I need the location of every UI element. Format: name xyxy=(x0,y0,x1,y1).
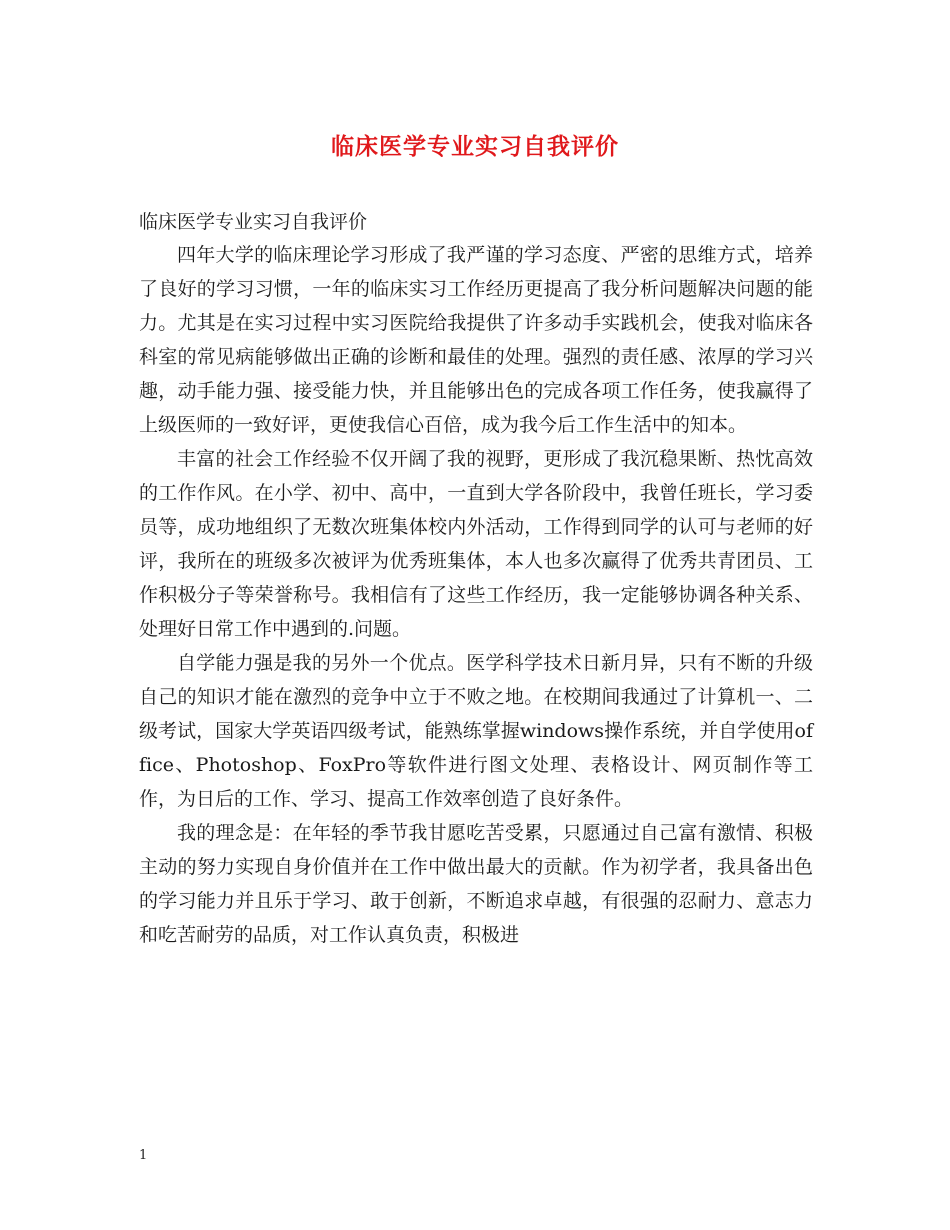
paragraph-2: 丰富的社会工作经验不仅开阔了我的视野，更形成了我沉稳果断、热忱高效的工作作风。在小学、初中、高中，一直到大学各阶段中，我曾任班长，学习委员等，成功地组织了无数次班集体校内外活动，工作得到同学的认可与老师的好评，我所在的班级多次被评为优秀班集体，本人也多次赢得了优秀共青团员、工作积极分子等荣誉称号。我相信有了这些工作经历，我一定能够协调各种关系、处理好日常工作中遇到的.问题。 xyxy=(139,448,813,640)
paragraph-3: 自学能力强是我的另外一个优点。医学科学技术日新月异，只有不断的升级自己的知识才能在激烈的竞争中立于不败之地。在校期间我通过了计算机一、二级考试，国家大学英语四级考试，能熟练掌握windows操作系统，并自学使用office、Photoshop、FoxPro等软件进行图文处理、表格设计、网页制作等工作，为日后的工作、学习、提高工作效率创造了良好条件。 xyxy=(139,652,813,810)
document-body xyxy=(139,238,813,952)
document-subtitle: 临床医学专业实习自我评价 xyxy=(139,211,368,233)
paragraph-1: 四年大学的临床理论学习形成了我严谨的学习态度、严密的思维方式，培养了良好的学习习惯，一年的临床实习工作经历更提高了我分析问题解决问题的能力。尤其是在实习过程中实习医院给我提供了许多动手实践机会，使我对临床各科室的常见病能够做出正确的诊断和最佳的处理。强烈的责任感、浓厚的学习兴趣，动手能力强、接受能力快，并且能够出色的完成各项工作任务，使我赢得了上级医师的一致好评，更使我信心百倍，成为我今后工作生活中的知本。 xyxy=(139,244,813,436)
page-number: 1 xyxy=(139,1148,148,1163)
paragraph-4: 我的理念是：在年轻的季节我甘愿吃苦受累，只愿通过自己富有激情、积极主动的努力实现自身价值并在工作中做出最大的贡献。作为初学者，我具备出色的学习能力并且乐于学习、敢于创新，不断追求卓越，有很强的忍耐力、意志力和吃苦耐劳的品质，对工作认真负责，积极进 xyxy=(139,822,813,946)
document-title: 临床医学专业实习自我评价 xyxy=(331,133,619,160)
